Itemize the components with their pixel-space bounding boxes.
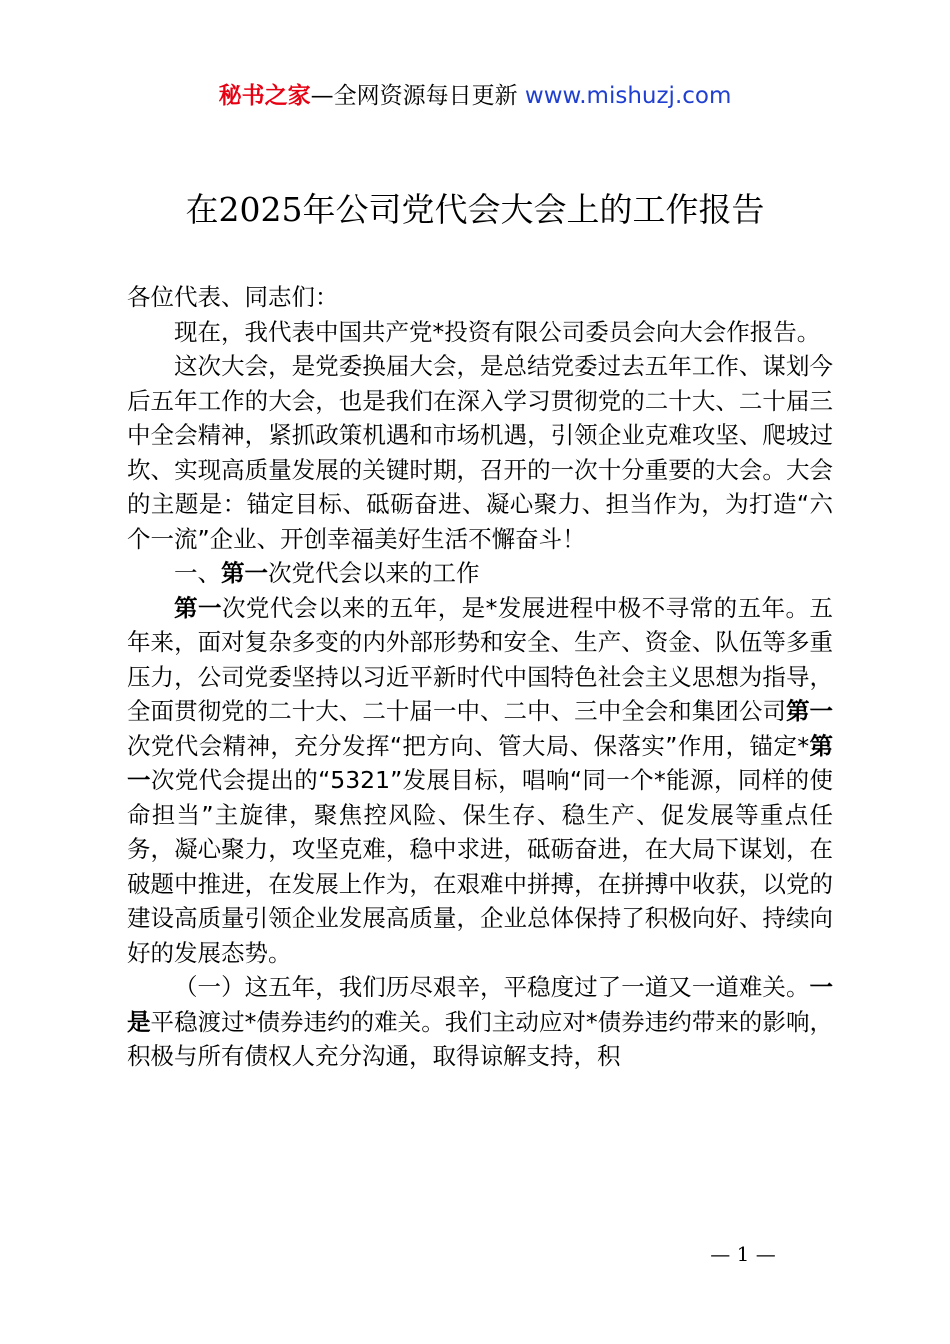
section-heading-suffix: 次党代会以来的工作 xyxy=(268,559,480,587)
paragraph-text: （一）这五年，我们历尽艰辛，平稳度过了一道又一道难关。 xyxy=(174,973,810,1001)
greeting: 各位代表、同志们： xyxy=(127,283,339,311)
bold-term: 第一 xyxy=(785,697,834,725)
bold-term: 第一 xyxy=(174,593,222,622)
document-body xyxy=(127,280,833,1074)
paragraph-intro: 现在，我代表中国共产党*投资有限公司委员会向大会作报告。 xyxy=(174,317,821,346)
bold-term: 第一 xyxy=(127,731,833,794)
site-header-banner xyxy=(0,80,950,112)
paragraph-text: 次党代会提出的“5321”发展目标，唱响“同一个*能源，同样的使命担当”主旋律，聚焦控风险、保生存、稳生产、促发展等重点任务，凝心聚力，攻坚克难，稳中求进，砥砺奋进，在大局下谋划，在破题中推进，在发展上作为，在艰难中拼搏，在拼搏中收获，以党的建设高质量引领企业发展高质量，企业总体保持了积极向好、持续向好的发展态势。 xyxy=(127,766,833,967)
site-url-link[interactable]: www.mishuzj.com xyxy=(524,83,732,109)
paragraph-text: 次党代会以来的五年，是*发展进程中极不寻常的五年。五年来，面对复杂多变的内外部形势和安全、生产、资金、队伍等多重压力，公司党委坚持以习近平新时代中国特色社会主义思想为指导，全面贯彻党的二十大、二十届一中、二中、三中全会和集团公司 xyxy=(127,593,834,725)
section-heading-bold: 第一 xyxy=(221,559,268,587)
paragraph-text: 平稳渡过*债券违约的难关。我们主动应对*债券违约带来的影响，积极与所有债权人充分沟通，取得谅解支持，积 xyxy=(127,1007,834,1070)
bold-term: 一是 xyxy=(127,973,833,1036)
paragraph-hardships xyxy=(127,970,833,1074)
page-number: — 1 — xyxy=(710,1242,776,1266)
document-title: 在2025年公司党代会大会上的工作报告 xyxy=(185,190,765,229)
site-tagline: —全网资源每日更新 xyxy=(310,83,525,109)
paragraph-theme: 这次大会，是党委换届大会，是总结党委过去五年工作、谋划今后五年工作的大会，也是我们在深入学习贯彻党的二十大、二十届三中全会精神，紧抓政策机遇和市场机遇，引领企业克难攻坚、爬坡过坎、实现高质量发展的关键时期，召开的一次十分重要的大会。大会的主题是：锚定目标、砥砺奋进、凝心聚力、担当作为，为打造“六个一流”企业、开创幸福美好生活不懈奋斗！ xyxy=(127,352,833,553)
paragraph-five-years xyxy=(127,591,833,971)
site-brand: 秘书之家 xyxy=(218,83,311,109)
section-heading-1 xyxy=(127,556,833,591)
section-heading-prefix: 一、 xyxy=(174,559,221,587)
paragraph-text: 次党代会精神，充分发挥“把方向、管大局、保落实”作用，锚定* xyxy=(127,731,810,760)
